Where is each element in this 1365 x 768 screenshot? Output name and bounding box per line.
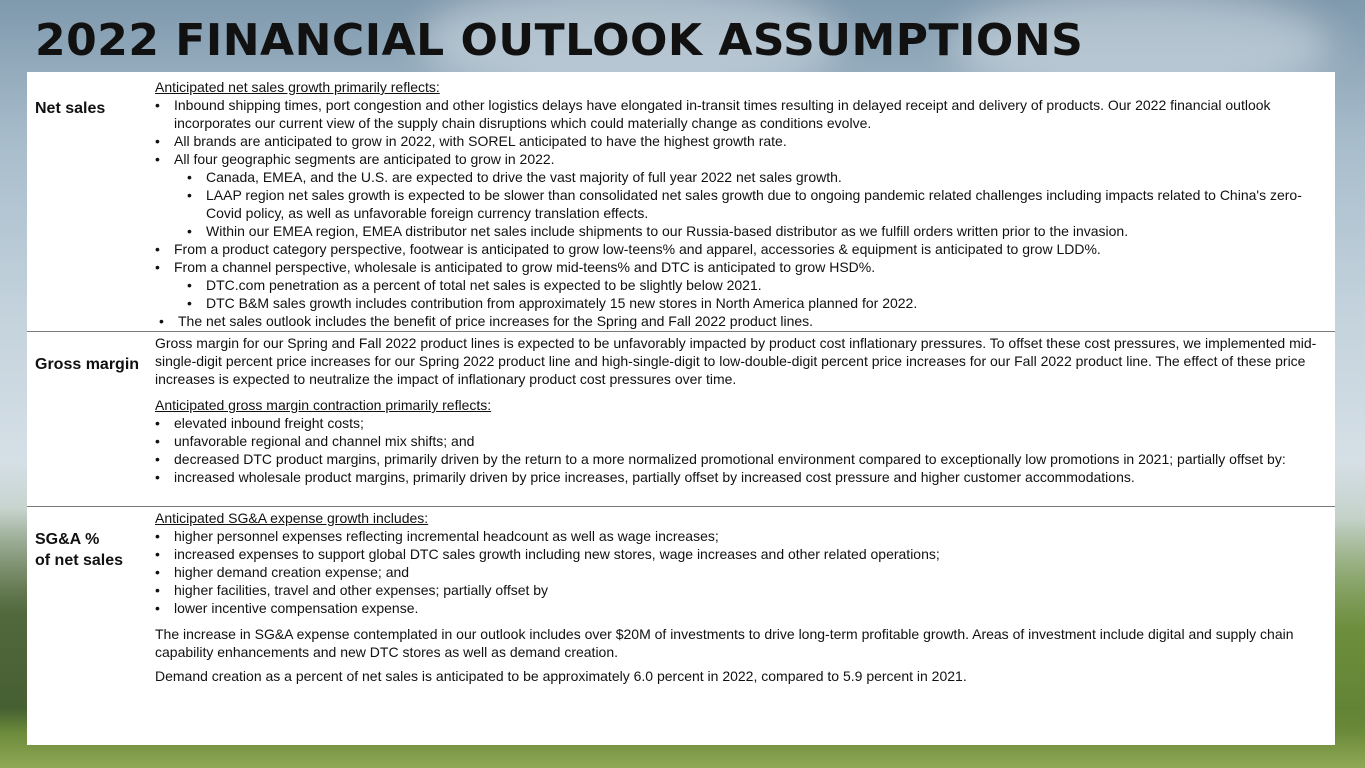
list-item: • DTC B&M sales growth includes contribution from approximately 15 new stores in North America planned for 2022. (187, 294, 1327, 312)
sga-paragraph-demand-creation: Demand creation as a percent of net sales is anticipated to be approximately 6.0 percent in 2022, compared to 5.9 percent in 2021. (155, 668, 967, 684)
net-sales-label: Net sales (35, 100, 106, 117)
list-item: • higher demand creation expense; and (155, 563, 1327, 581)
list-item: • DTC.com penetration as a percent of total net sales is expected to be slightly below 2021. (187, 276, 1327, 294)
net-sales-body (155, 78, 1327, 330)
list-item: • increased expenses to support global DTC sales growth including new stores, wage increases and other related operations; (155, 545, 1327, 563)
list-item: • unfavorable regional and channel mix shifts; and (155, 432, 1327, 450)
sga-paragraph-investments: The increase in SG&A expense contemplated in our outlook includes over $20M of investments to drive long-term profitable growth. Areas of investment include digital and supply chain capability enhancements and new DTC stores as well as demand creation. (155, 626, 1294, 660)
list-item: • elevated inbound freight costs; (155, 414, 1327, 432)
sga-section (27, 506, 1335, 746)
gross-margin-label: Gross margin (35, 356, 140, 373)
list-item: • higher personnel expenses reflecting incremental headcount as well as wage increases; (155, 527, 1327, 545)
sga-heading: Anticipated SG&A expense growth includes: (155, 510, 429, 526)
list-item: • higher facilities, travel and other expenses; partially offset by (155, 581, 1327, 599)
sga-label (35, 529, 123, 571)
list-item: • increased wholesale product margins, primarily driven by price increases, partially offset by increased cost pressure and higher customer accommodations. (155, 468, 1327, 486)
list-item: • lower incentive compensation expense. (155, 599, 1327, 617)
sga-list (155, 527, 1327, 617)
net-sales-heading: Anticipated net sales growth primarily reflects: (155, 79, 440, 95)
sga-label-line2: of net sales (35, 552, 124, 569)
list-item: • The net sales outlook includes the benefit of price increases for the Spring and Fall 2022 product lines. (155, 312, 1327, 330)
gross-margin-intro: Gross margin for our Spring and Fall 2022 product lines is expected to be unfavorably impacted by product cost inflationary pressures. To offset these cost pressures, we implemented mid-single-digit percent price increases for our Spring 2022 product line and high-single-digit to low-double-digit percent price increases for our Fall 2022 product line. The effect of these price increases is expected to neutralize the impact of inflationary product cost pressures over time. (155, 335, 1317, 387)
gross-margin-body (155, 334, 1327, 486)
list-item: • All brands are anticipated to grow in 2022, with SOREL anticipated to have the highest growth rate. (155, 132, 1327, 150)
list-item: • Canada, EMEA, and the U.S. are expected to drive the vast majority of full year 2022 net sales growth. (187, 168, 1327, 186)
list-item: • All four geographic segments are anticipated to grow in 2022. (155, 150, 1327, 168)
gross-margin-section (27, 331, 1335, 507)
net-sales-list (155, 96, 1327, 330)
list-item: • decreased DTC product margins, primarily driven by the return to a more normalized promotional environment compared to exceptionally low promotions in 2021; partially offset by: (155, 450, 1327, 468)
list-item: • Within our EMEA region, EMEA distributor net sales include shipments to our Russia-based distributor as we fulfill orders written prior to the invasion. (187, 222, 1327, 240)
list-item: • From a product category perspective, footwear is anticipated to grow low-teens% and apparel, accessories & equipment is anticipated to grow LDD%. (155, 240, 1327, 258)
list-item: • From a channel perspective, wholesale is anticipated to grow mid-teens% and DTC is anticipated to grow HSD%. (155, 258, 1327, 276)
sga-body (155, 509, 1327, 685)
gross-margin-list (155, 414, 1327, 486)
content-panel (27, 72, 1335, 745)
page-title: 2022 FINANCIAL OUTLOOK ASSUMPTIONS (35, 15, 1084, 66)
gross-margin-heading: Anticipated gross margin contraction primarily reflects: (155, 397, 492, 413)
net-sales-section (27, 78, 1335, 330)
sga-label-line1: SG&A % (35, 531, 100, 548)
list-item: • LAAP region net sales growth is expected to be slower than consolidated net sales growth due to ongoing pandemic related challenges including impacts related to China's zero-Covid policy, as well as unfavorable foreign currency translation effects. (187, 186, 1327, 222)
list-item: • Inbound shipping times, port congestion and other logistics delays have elongated in-transit times resulting in delayed receipt and delivery of products. Our 2022 financial outlook incorporates our current view of the supply chain disruptions which could materially change as conditions evolve. (155, 96, 1327, 132)
